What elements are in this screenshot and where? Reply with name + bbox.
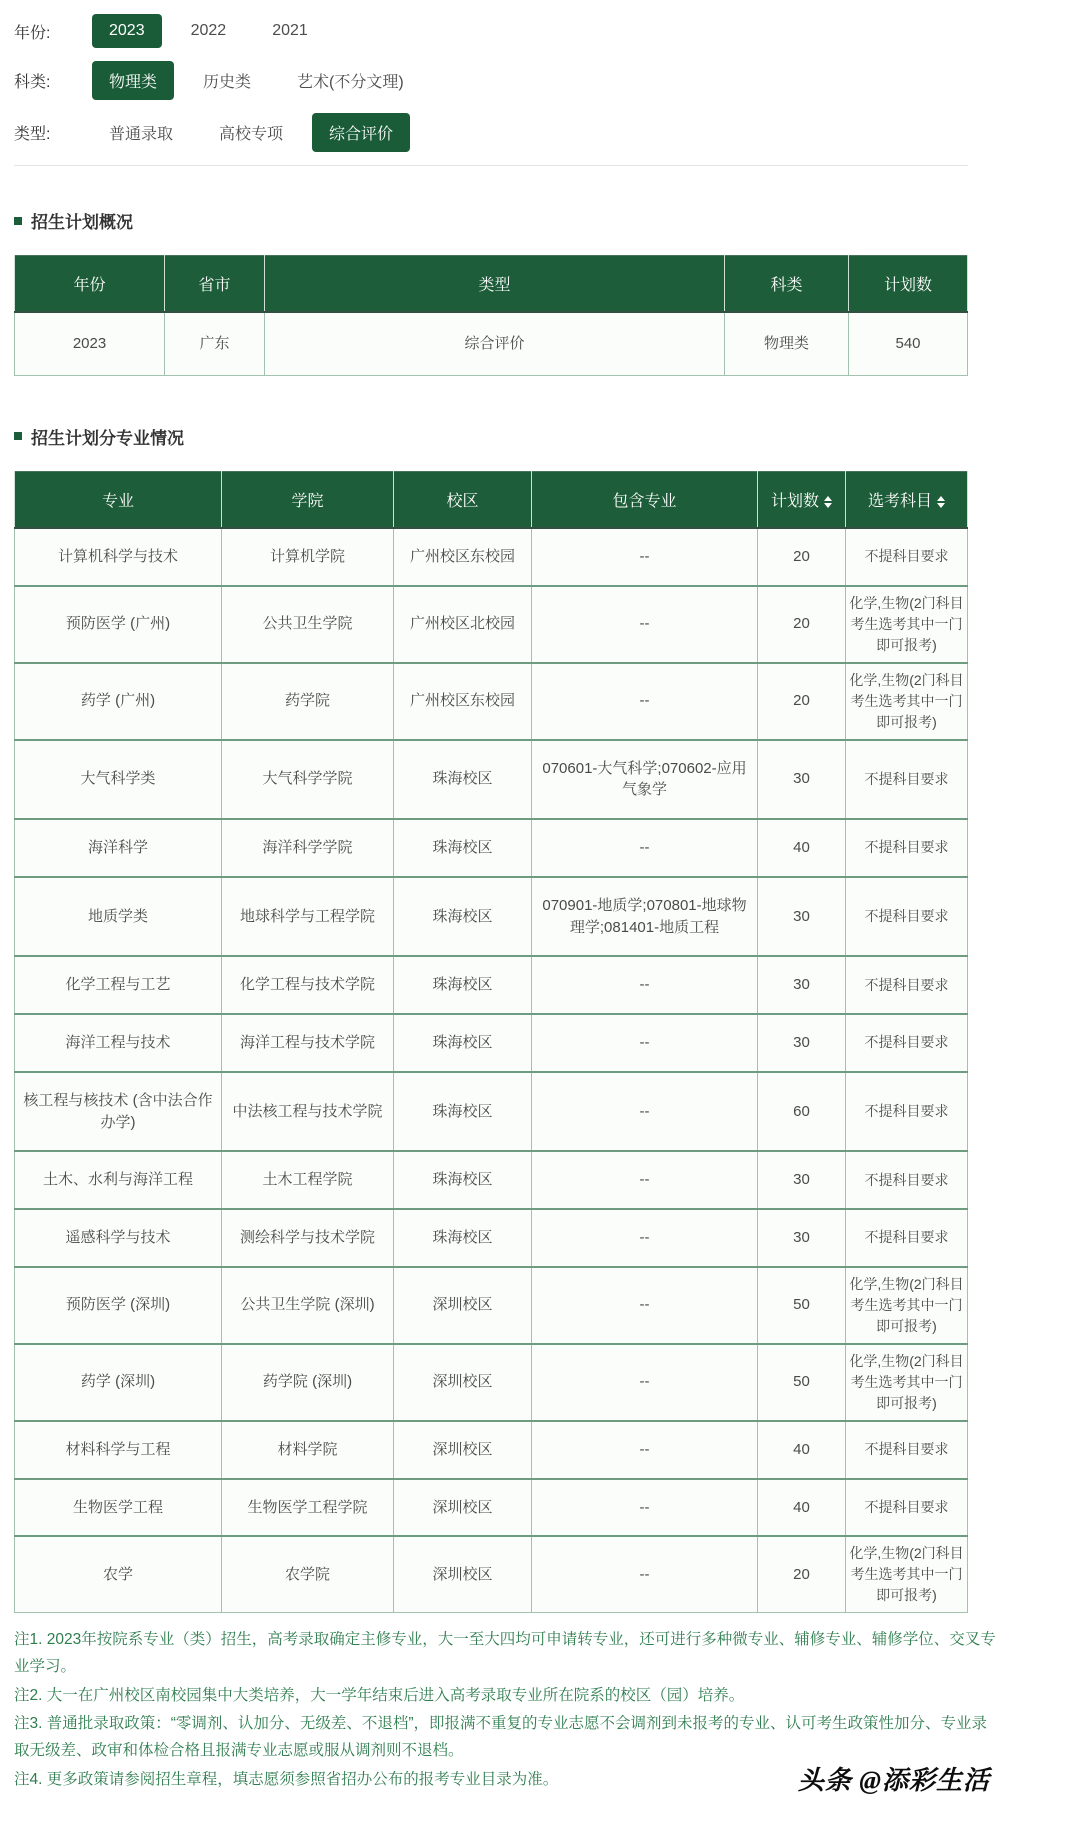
- details-cell-campus: 深圳校区: [394, 1536, 532, 1613]
- details-header-label: 校区: [446, 492, 479, 510]
- overview-header-row: [15, 256, 968, 313]
- details-cell-included: 070601-大气科学;070602-应用气象学: [532, 740, 758, 820]
- details-cell-campus: 珠海校区: [394, 1072, 532, 1152]
- filter-option-2021[interactable]: 2021: [255, 14, 325, 48]
- sort-icon: [824, 496, 832, 508]
- details-cell-subjects: 化学,生物(2门科目考生选考其中一门即可报考): [846, 1536, 968, 1613]
- details-cell-subjects: 化学,生物(2门科目考生选考其中一门即可报考): [846, 586, 968, 663]
- details-cell-plan: 40: [758, 819, 846, 877]
- details-cell-school: 药学院 (深圳): [222, 1344, 394, 1421]
- details-cell-included: --: [532, 586, 758, 663]
- details-cell-subjects: 不提科目要求: [846, 1479, 968, 1537]
- details-row: [15, 819, 968, 877]
- details-cell-campus: 广州校区北校园: [394, 586, 532, 663]
- sort-icon: [937, 496, 945, 508]
- details-cell-major: 计算机科学与技术: [15, 528, 222, 586]
- overview-cell-plan: 540: [849, 312, 968, 375]
- filter-option-物理类[interactable]: 物理类: [92, 61, 174, 100]
- details-cell-major: 预防医学 (广州): [15, 586, 222, 663]
- details-cell-subjects: 不提科目要求: [846, 819, 968, 877]
- details-cell-campus: 珠海校区: [394, 956, 532, 1014]
- filter-label-category: 科类:: [14, 74, 51, 91]
- details-cell-major: 核工程与核技术 (含中法合作办学): [15, 1072, 222, 1152]
- details-cell-major: 化学工程与工艺: [15, 956, 222, 1014]
- details-cell-subjects: 不提科目要求: [846, 1151, 968, 1209]
- details-cell-campus: 深圳校区: [394, 1344, 532, 1421]
- watermark: 头条 @添彩生活: [797, 1766, 990, 1796]
- filter-option-艺术(不分文理)[interactable]: 艺术(不分文理): [280, 61, 421, 100]
- details-cell-included: --: [532, 1151, 758, 1209]
- overview-header-plan: [849, 256, 968, 313]
- filter-row-year: [14, 14, 968, 48]
- details-row: [15, 956, 968, 1014]
- details-row: [15, 877, 968, 957]
- overview-heading: [14, 208, 968, 233]
- details-cell-subjects: 化学,生物(2门科目考生选考其中一门即可报考): [846, 1267, 968, 1344]
- details-cell-subjects: 不提科目要求: [846, 956, 968, 1014]
- overview-row: [15, 312, 968, 375]
- details-cell-plan: 50: [758, 1267, 846, 1344]
- details-row: [15, 1072, 968, 1152]
- details-cell-plan: 30: [758, 1209, 846, 1267]
- details-header-label: 学院: [291, 492, 324, 510]
- section-divider: [14, 165, 968, 166]
- details-cell-campus: 珠海校区: [394, 740, 532, 820]
- note-item-4: 注4. 更多政策请参阅招生章程，填志愿须参照省招办公布的报考专业目录为准。: [14, 1770, 559, 1788]
- details-cell-subjects: 不提科目要求: [846, 1421, 968, 1479]
- details-row: [15, 1344, 968, 1421]
- details-cell-plan: 20: [758, 1536, 846, 1613]
- details-row: [15, 528, 968, 586]
- details-header-label: 计划数: [770, 492, 819, 510]
- details-table: [14, 471, 968, 1614]
- details-cell-school: 土木工程学院: [222, 1151, 394, 1209]
- details-cell-major: 农学: [15, 1536, 222, 1613]
- details-header-label: 选考科目: [867, 492, 932, 510]
- details-cell-included: 070901-地质学;070801-地球物理学;081401-地质工程: [532, 877, 758, 957]
- details-cell-plan: 20: [758, 528, 846, 586]
- details-cell-school: 中法核工程与技术学院: [222, 1072, 394, 1152]
- details-cell-school: 药学院: [222, 663, 394, 740]
- square-bullet-icon: [14, 432, 22, 440]
- overview-heading-text: 招生计划概况: [31, 213, 133, 232]
- details-cell-campus: 珠海校区: [394, 877, 532, 957]
- overview-header-label: 科类: [770, 277, 803, 294]
- details-cell-included: --: [532, 528, 758, 586]
- filter-option-2023[interactable]: 2023: [92, 14, 162, 48]
- details-cell-major: 药学 (深圳): [15, 1344, 222, 1421]
- details-cell-major: 土木、水利与海洋工程: [15, 1151, 222, 1209]
- details-cell-plan: 30: [758, 740, 846, 820]
- details-cell-campus: 珠海校区: [394, 1209, 532, 1267]
- details-cell-plan: 50: [758, 1344, 846, 1421]
- overview-header-label: 省市: [198, 277, 231, 294]
- details-cell-included: --: [532, 1479, 758, 1537]
- details-cell-school: 材料学院: [222, 1421, 394, 1479]
- details-cell-campus: 珠海校区: [394, 1014, 532, 1072]
- filter-option-2022[interactable]: 2022: [174, 14, 244, 48]
- overview-cell-year: 2023: [15, 312, 165, 375]
- details-cell-included: --: [532, 1209, 758, 1267]
- details-cell-plan: 40: [758, 1479, 846, 1537]
- details-cell-major: 遥感科学与技术: [15, 1209, 222, 1267]
- details-cell-campus: 珠海校区: [394, 1151, 532, 1209]
- filter-option-高校专项[interactable]: 高校专项: [202, 113, 300, 152]
- filter-row-type: [14, 113, 968, 152]
- details-row: [15, 740, 968, 820]
- square-bullet-icon: [14, 217, 22, 225]
- details-cell-included: --: [532, 1421, 758, 1479]
- overview-header-type: [265, 256, 725, 313]
- overview-header-label: 计划数: [883, 277, 932, 294]
- details-row: [15, 1536, 968, 1613]
- details-cell-school: 地球科学与工程学院: [222, 877, 394, 957]
- details-cell-subjects: 不提科目要求: [846, 877, 968, 957]
- details-cell-major: 材料科学与工程: [15, 1421, 222, 1479]
- details-cell-subjects: 化学,生物(2门科目考生选考其中一门即可报考): [846, 663, 968, 740]
- overview-cell-type: 综合评价: [265, 312, 725, 375]
- overview-header-province: [165, 256, 265, 313]
- details-cell-campus: 深圳校区: [394, 1421, 532, 1479]
- details-cell-subjects: 不提科目要求: [846, 1014, 968, 1072]
- overview-header-label: 年份: [73, 277, 106, 294]
- details-cell-school: 公共卫生学院: [222, 586, 394, 663]
- details-cell-subjects: 不提科目要求: [846, 528, 968, 586]
- details-cell-school: 公共卫生学院 (深圳): [222, 1267, 394, 1344]
- details-cell-included: --: [532, 956, 758, 1014]
- details-cell-major: 大气科学类: [15, 740, 222, 820]
- details-cell-plan: 20: [758, 586, 846, 663]
- details-row: [15, 1267, 968, 1344]
- details-row: [15, 1151, 968, 1209]
- note-item-2: 注2. 大一在广州校区南校园集中大类培养，大一学年结束后进入高考录取专业所在院系的校区（园）培养。: [14, 1686, 745, 1704]
- details-cell-school: 海洋工程与技术学院: [222, 1014, 394, 1072]
- details-cell-subjects: 不提科目要求: [846, 1072, 968, 1152]
- details-cell-plan: 30: [758, 1151, 846, 1209]
- details-header-campus: [394, 471, 532, 528]
- sort-down-arrow-icon: [824, 503, 832, 508]
- details-header-school: [222, 471, 394, 528]
- details-cell-major: 生物医学工程: [15, 1479, 222, 1537]
- details-cell-included: --: [532, 1536, 758, 1613]
- details-row: [15, 1209, 968, 1267]
- details-cell-campus: 深圳校区: [394, 1479, 532, 1537]
- overview-header-label: 类型: [478, 277, 511, 294]
- details-cell-plan: 40: [758, 1421, 846, 1479]
- details-cell-included: --: [532, 663, 758, 740]
- details-cell-major: 海洋科学: [15, 819, 222, 877]
- overview-cell-province: 广东: [165, 312, 265, 375]
- details-row: [15, 663, 968, 740]
- details-cell-major: 海洋工程与技术: [15, 1014, 222, 1072]
- overview-section: [14, 208, 968, 376]
- notes-section: [14, 1627, 996, 1796]
- sort-up-arrow-icon: [937, 496, 945, 501]
- details-cell-subjects: 不提科目要求: [846, 1209, 968, 1267]
- details-header-subjects[interactable]: [846, 471, 968, 528]
- details-heading: [14, 424, 968, 449]
- details-cell-school: 大气科学学院: [222, 740, 394, 820]
- details-header-major: [15, 471, 222, 528]
- details-cell-included: --: [532, 1072, 758, 1152]
- details-cell-school: 生物医学工程学院: [222, 1479, 394, 1537]
- details-cell-included: --: [532, 1267, 758, 1344]
- filter-option-综合评价[interactable]: 综合评价: [312, 113, 410, 152]
- filter-option-普通录取[interactable]: 普通录取: [92, 113, 190, 152]
- details-row: [15, 1014, 968, 1072]
- details-cell-school: 海洋科学学院: [222, 819, 394, 877]
- details-cell-plan: 30: [758, 1014, 846, 1072]
- details-cell-campus: 广州校区东校园: [394, 528, 532, 586]
- overview-header-category: [725, 256, 849, 313]
- note-item-3: 注3. 普通批录取政策：“零调剂、认加分、无级差、不退档”，即报满不重复的专业志愿不会调剂到未报考的专业、认可考生政策性加分、专业录取无级差、政审和体检合格且报满专业志愿或服从调剂则不退档。: [14, 1715, 988, 1759]
- details-header-label: 专业: [101, 492, 134, 510]
- details-row: [15, 1479, 968, 1537]
- details-cell-major: 药学 (广州): [15, 663, 222, 740]
- overview-cell-category: 物理类: [725, 312, 849, 375]
- details-header-label: 包含专业: [612, 492, 677, 510]
- details-cell-subjects: 化学,生物(2门科目考生选考其中一门即可报考): [846, 1344, 968, 1421]
- details-cell-plan: 20: [758, 663, 846, 740]
- details-cell-major: 预防医学 (深圳): [15, 1267, 222, 1344]
- details-cell-school: 化学工程与技术学院: [222, 956, 394, 1014]
- filter-label-type: 类型:: [14, 126, 51, 143]
- details-cell-plan: 30: [758, 956, 846, 1014]
- sort-down-arrow-icon: [937, 503, 945, 508]
- details-header-row: [15, 471, 968, 528]
- overview-table: [14, 255, 968, 376]
- details-cell-included: --: [532, 1344, 758, 1421]
- details-cell-campus: 深圳校区: [394, 1267, 532, 1344]
- details-header-plan[interactable]: [758, 471, 846, 528]
- details-heading-text: 招生计划分专业情况: [31, 428, 184, 448]
- details-cell-plan: 30: [758, 877, 846, 957]
- details-cell-campus: 广州校区东校园: [394, 663, 532, 740]
- filter-panel: [14, 14, 968, 152]
- sort-up-arrow-icon: [824, 496, 832, 501]
- note-item-1: 注1. 2023年按院系专业（类）招生，高考录取确定主修专业，大一至大四均可申请转专业，还可进行多种微专业、辅修专业、辅修学位、交叉专业学习。: [14, 1631, 996, 1675]
- details-cell-major: 地质学类: [15, 877, 222, 957]
- details-cell-campus: 珠海校区: [394, 819, 532, 877]
- details-section: [14, 424, 968, 1614]
- details-cell-subjects: 不提科目要求: [846, 740, 968, 820]
- details-cell-included: --: [532, 819, 758, 877]
- details-header-included: [532, 471, 758, 528]
- details-cell-included: --: [532, 1014, 758, 1072]
- overview-header-year: [15, 256, 165, 313]
- details-cell-school: 测绘科学与技术学院: [222, 1209, 394, 1267]
- filter-option-历史类[interactable]: 历史类: [186, 61, 268, 100]
- details-row: [15, 586, 968, 663]
- details-cell-school: 农学院: [222, 1536, 394, 1613]
- details-row: [15, 1421, 968, 1479]
- details-cell-school: 计算机学院: [222, 528, 394, 586]
- filter-row-category: [14, 61, 968, 100]
- details-cell-plan: 60: [758, 1072, 846, 1152]
- filter-label-year: 年份:: [14, 24, 51, 42]
